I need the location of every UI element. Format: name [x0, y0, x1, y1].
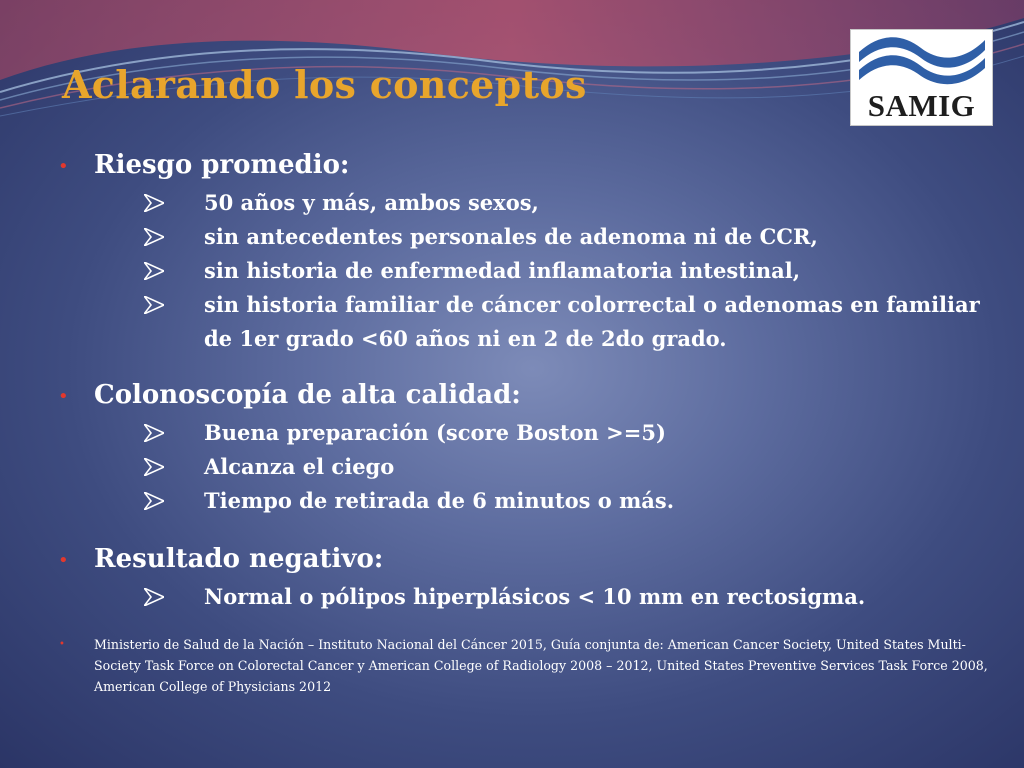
bullet-icon: • [58, 550, 69, 571]
arrow-bullet-icon [144, 288, 166, 322]
slide-title: Aclarando los conceptos [62, 62, 587, 107]
list-item [58, 254, 988, 288]
wave-icon [851, 30, 992, 90]
arrow-bullet-icon [144, 484, 166, 518]
list-item-text: Normal o pólipos hiperplásicos < 10 mm en rectosigma. [204, 584, 866, 609]
arrow-bullet-icon [144, 186, 166, 220]
list-item [58, 288, 988, 356]
bullet-icon: • [59, 639, 65, 650]
list-item [58, 416, 988, 450]
section-heading-text: Riesgo promedio: [94, 150, 350, 180]
list-item-text: sin antecedentes personales de adenoma ni de CCR, [204, 224, 818, 249]
list-item [58, 484, 988, 518]
list-item-text: sin historia familiar de cáncer colorrectal o adenomas en familiar de 1er grado <60 años ni en 2 de 2do grado. [204, 292, 980, 351]
logo-text: SAMIG [867, 88, 976, 123]
footer-reference [58, 634, 988, 697]
section-heading-text: Colonoscopía de alta calidad: [94, 380, 521, 410]
arrow-bullet-icon [144, 450, 166, 484]
section-list [58, 416, 988, 518]
section-heading [58, 148, 988, 186]
arrow-bullet-icon [144, 580, 166, 614]
bullet-icon: • [58, 156, 69, 177]
list-item [58, 580, 988, 614]
arrow-bullet-icon [144, 254, 166, 288]
footer-reference-text: Ministerio de Salud de la Nación – Instituto Nacional del Cáncer 2015, Guía conjunta de: American Cancer Society, United States Multi-Society Task Force on Colorectal Cancer y American College of Radiology 2008 – 2012, United States Preventive Services Task Force 2008, American College of Physicians 2012 [94, 637, 988, 694]
slide-content [58, 148, 988, 697]
list-item [58, 450, 988, 484]
list-item [58, 220, 988, 254]
list-item-text: Buena preparación (score Boston >=5) [204, 420, 666, 445]
section-heading [58, 542, 988, 580]
arrow-bullet-icon [144, 416, 166, 450]
bullet-icon: • [58, 386, 69, 407]
section-heading [58, 378, 988, 416]
list-item-text: 50 años y más, ambos sexos, [204, 190, 539, 215]
section-list [58, 580, 988, 614]
list-item-text: Tiempo de retirada de 6 minutos o más. [204, 488, 675, 513]
section-heading-text: Resultado negativo: [94, 544, 384, 574]
list-item-text: Alcanza el ciego [204, 454, 395, 479]
samig-logo [850, 29, 993, 126]
arrow-bullet-icon [144, 220, 166, 254]
list-item [58, 186, 988, 220]
list-item-text: sin historia de enfermedad inflamatoria intestinal, [204, 258, 801, 283]
section-list [58, 186, 988, 356]
